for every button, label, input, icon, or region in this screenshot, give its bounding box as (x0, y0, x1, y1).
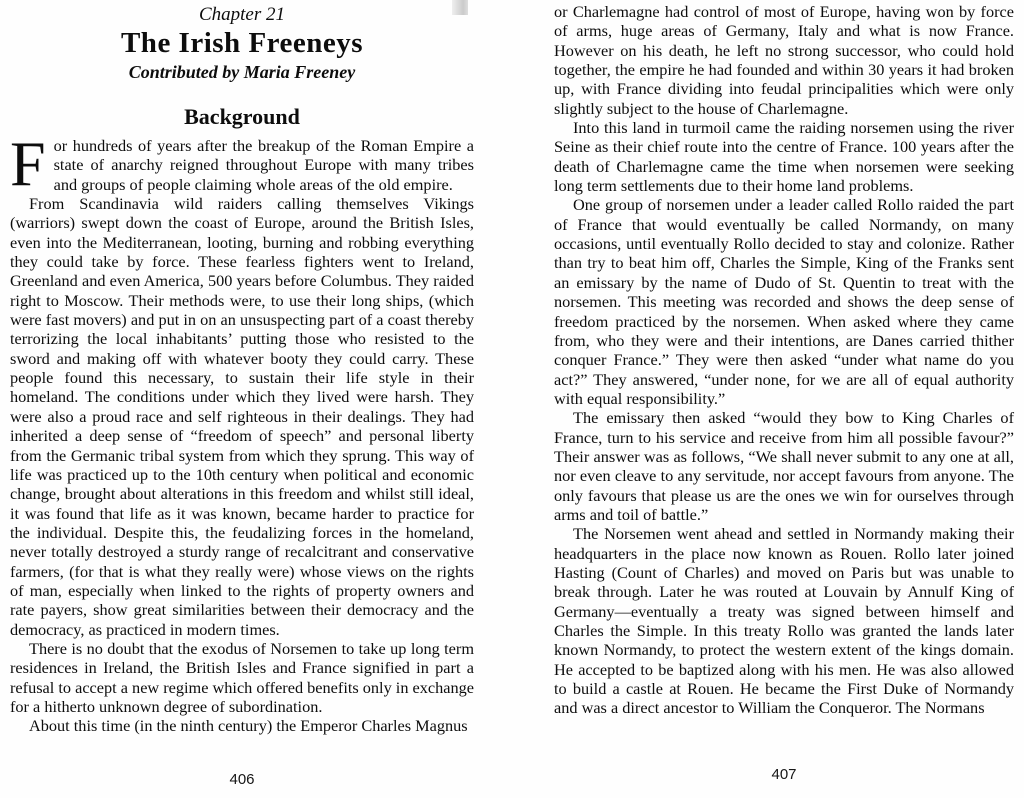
byline: Contributed by Maria Freeney (128, 62, 356, 82)
chapter-label: Chapter 21 (198, 4, 286, 25)
paragraph: Into this land in turmoil came the raiding norsemen using the river Seine as their chief route into the centre of France. 100 years after the death of Charlemagne came the time when norsemen were seeking long term settlements due to their home land problems. (554, 118, 1014, 196)
page-number-right: 407 (771, 766, 797, 783)
paragraph: There is no doubt that the exodus of Norsemen to take up long term residences in Ireland, the British Isles and France signified in part a refusal to accept a new regime which offered benefits only in exchange for a hitherto unknown degree of subordination. (10, 638, 474, 716)
paragraph: From Scandinavia wild raiders calling themselves Vikings (warriors) swept down the coast of Europe, around the British Isles, even into the Mediterranean, looting, burning and robbing everything they could take by force. These fearless fighters went to Ireland, Greenland and even America, 500 years before Columbus. They raided right to Moscow. Their methods were, to use their long ships, (which were fast movers) and put in on an unsuspecting part of a coast thereby terrorizing the local inhabitants’ putting those who resisted to the sword and making off with whatever booty they could carry. These people found this necessary, to sustain their life style in their homeland. The conditions under which they lived were harsh. They were also a proud race and self righteous in their dealings. They had inherited a deep sense of “freedom of speech” and personal liberty from the Germanic tribal system from which they sprung. This way of life was practiced up to the 10th century when political and economic change, brought about alterations in this freedom and whilst still ideal, it was found that life as it was known, became harder to practice for the individual. Despite this, the feudalizing forces in the homeland, never totally destroyed a sturdy range of recalcitrant and conservative farmers, (for that is what they really were) whose views on the rights of man, especially when linked to the rights of property owners and rate payers, show great similarities between their democracy and the democracy, as practiced in modern times. (10, 194, 474, 639)
paragraph (10, 128, 474, 199)
paragraph: The Norsemen went ahead and settled in Normandy making their headquarters in the place now known as Rouen. Rollo later joined Hasting (Count of Charles) and moved on Paris but was unable to break through. Later he was routed at Louvain by Annulf King of Germany—eventually a treaty was signed between himself and Charles the Simple. In this treaty Rollo was granted the lands later known Normandy, to protect the western extent of the kings domain. He accepted to be baptized along with his men. He was also allowed to build a castle at Rouen. He became the First Duke of Normandy and was a direct ancestor to William the Conqueror. The Normans (554, 524, 1014, 718)
page-left (10, 4, 474, 736)
page-number-left: 406 (229, 771, 255, 788)
paragraph: About this time (in the ninth century) the Emperor Charles Magnus (29, 716, 468, 736)
paragraph-text: or hundreds of years after the breakup of the Roman Empire a state of anarchy reigned throughout Europe with many tribes and groups of people claiming whole areas of the old empire. (53, 136, 474, 194)
page-right (554, 2, 1014, 718)
page-title: The Irish Freeneys (120, 27, 364, 59)
paragraph: The emissary then asked “would they bow to King Charles of France, turn to his service and receive from him all possible favour?” Their answer was as follows, “We shall never submit to any one at all, nor even cleave to any servitude, nor accept favours from anyone. The only favours that please us are the ones we win for ourselves through arms and toil of battle.” (554, 408, 1014, 524)
drop-cap: F (10, 128, 46, 199)
paragraph: One group of norsemen under a leader called Rollo raided the part of France that would eventually be called Normandy, on many occasions, until eventually Rollo decided to stay and colonize. Rather than try to beat him off, Charles the Simple, King of the Franks sent an emissary by the name of Dudo of St. Quentin to treat with the norsemen. This meeting was recorded and shows the deep sense of freedom practiced by the norsemen. When asked where they came from, who they were and their intentions, are Danes carried thither conquer France.” They were then asked “under what name do you act?” They answered, “under none, for we are all of equal authority with equal responsibility.” (554, 195, 1014, 408)
section-heading: Background (184, 104, 300, 129)
left-page-body (10, 128, 474, 736)
paragraph: or Charlemagne had control of most of Europe, having won by force of arms, huge areas of Germany, Italy and what is now France. However on his death, he left no strong successor, who could hold together, the empire he had founded and within 30 years it had broken up, with France dividing into feudal principalities which were only slightly subject to the house of Charlemagne. (554, 2, 1014, 118)
